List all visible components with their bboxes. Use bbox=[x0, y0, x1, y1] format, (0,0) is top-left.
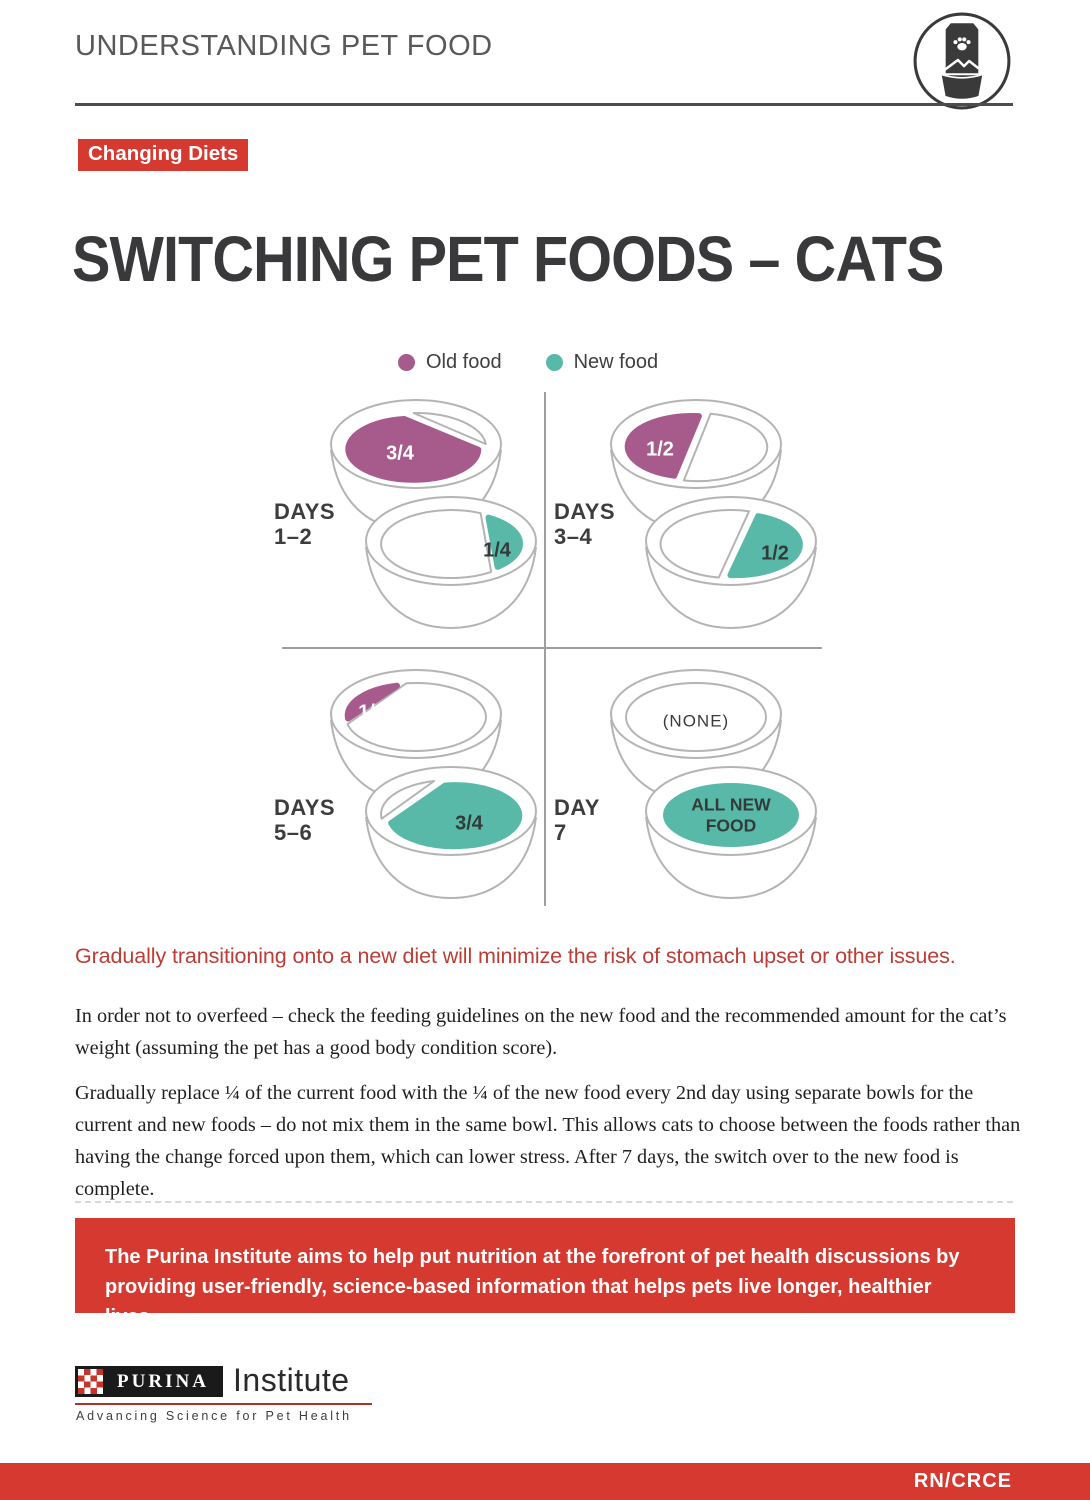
purina-checkerboard-icon bbox=[78, 1369, 103, 1394]
paragraph: In order not to overfeed – check the feeding guidelines on the new food and the recommended amount for the cat’s weight (assuming the pet has a good body condition score). bbox=[75, 1005, 1007, 1060]
portion-label: 3/4 bbox=[455, 812, 483, 835]
day-label-line1: DAYS bbox=[274, 795, 336, 820]
quadrant-days-5-6 bbox=[268, 656, 558, 916]
section-badge: Changing Diets bbox=[78, 139, 248, 171]
portion-label: (NONE) bbox=[662, 711, 730, 731]
portion-label: 3/4 bbox=[386, 442, 414, 465]
key-statement: Gradually transitioning onto a new diet will minimize the risk of stomach upset or other issues. bbox=[75, 944, 956, 968]
portion-label: 1/4 bbox=[358, 701, 386, 724]
day-label bbox=[554, 796, 600, 845]
day-label bbox=[554, 500, 615, 549]
logo-rule bbox=[75, 1403, 372, 1405]
page-title: SWITCHING PET FOODS – CATS bbox=[72, 223, 944, 295]
old-food-dot-icon bbox=[398, 354, 415, 371]
portion-label: 1/2 bbox=[761, 542, 789, 565]
bottom-bar bbox=[0, 1463, 1090, 1500]
quadrant-day-7 bbox=[548, 656, 838, 916]
day-label-line1: DAYS bbox=[274, 499, 336, 524]
logo-tagline: Advancing Science for Pet Health bbox=[76, 1409, 352, 1423]
document-code: RN/CRCE bbox=[913, 1470, 1012, 1492]
day-label-line2: 3–4 bbox=[554, 523, 593, 549]
bowls-days-5-6 bbox=[268, 656, 558, 916]
legend-label-new: New food bbox=[573, 351, 659, 373]
portion-label: 1/2 bbox=[646, 438, 674, 461]
new-food-dot-icon bbox=[546, 354, 563, 371]
pet-food-bag-and-bowl-icon bbox=[911, 10, 1013, 112]
day-label-line2: 1–2 bbox=[274, 523, 313, 549]
section-divider bbox=[75, 1201, 1013, 1203]
bowl-new bbox=[646, 497, 816, 628]
day-label-line1: DAY bbox=[554, 795, 600, 820]
legend-item-old-food bbox=[398, 351, 502, 374]
day-label-line2: 5–6 bbox=[274, 819, 313, 845]
purina-wordmark: PURINA bbox=[117, 1370, 209, 1392]
day-label bbox=[274, 796, 335, 845]
bowl-new bbox=[646, 767, 816, 898]
portion-label: 1/4 bbox=[483, 539, 511, 562]
bowl-new bbox=[366, 767, 536, 898]
day-label-line1: DAYS bbox=[554, 499, 616, 524]
portion-label: ALL NEW bbox=[691, 794, 771, 815]
quadrant-days-1-2 bbox=[268, 386, 558, 646]
banner-line: providing user-friendly, science-based information that helps pets live longer, healthier lives. bbox=[105, 1276, 932, 1328]
legend bbox=[398, 351, 658, 374]
paragraph: Gradually replace ¼ of the current food with the ¼ of the new food every 2nd day using separate bowls for the current and new foods – do not mix them in the same bowl. This allows cats to choose between the foods rather than having the change forced upon them, which can lower stress. After 7 days, the switch over to the new food is complete. bbox=[75, 1082, 1021, 1201]
header-rule bbox=[75, 103, 1013, 106]
day-label-line2: 7 bbox=[554, 819, 567, 845]
banner-line: The Purina Institute aims to help put nutrition at the forefront of pet health discussions by bbox=[105, 1246, 960, 1268]
bowls-day-7 bbox=[548, 656, 838, 916]
header-title: UNDERSTANDING PET FOOD bbox=[75, 30, 493, 62]
bowl-new bbox=[366, 497, 536, 628]
portion-label: FOOD bbox=[705, 815, 757, 836]
day-label bbox=[274, 500, 335, 549]
purina-logo bbox=[75, 1366, 223, 1397]
diagram-horizontal-divider bbox=[282, 647, 822, 649]
mission-banner bbox=[75, 1218, 1015, 1328]
institute-wordmark: Institute bbox=[233, 1362, 350, 1398]
legend-label-old: Old food bbox=[426, 351, 502, 373]
quadrant-days-3-4 bbox=[548, 386, 838, 646]
legend-item-new-food bbox=[546, 351, 659, 374]
